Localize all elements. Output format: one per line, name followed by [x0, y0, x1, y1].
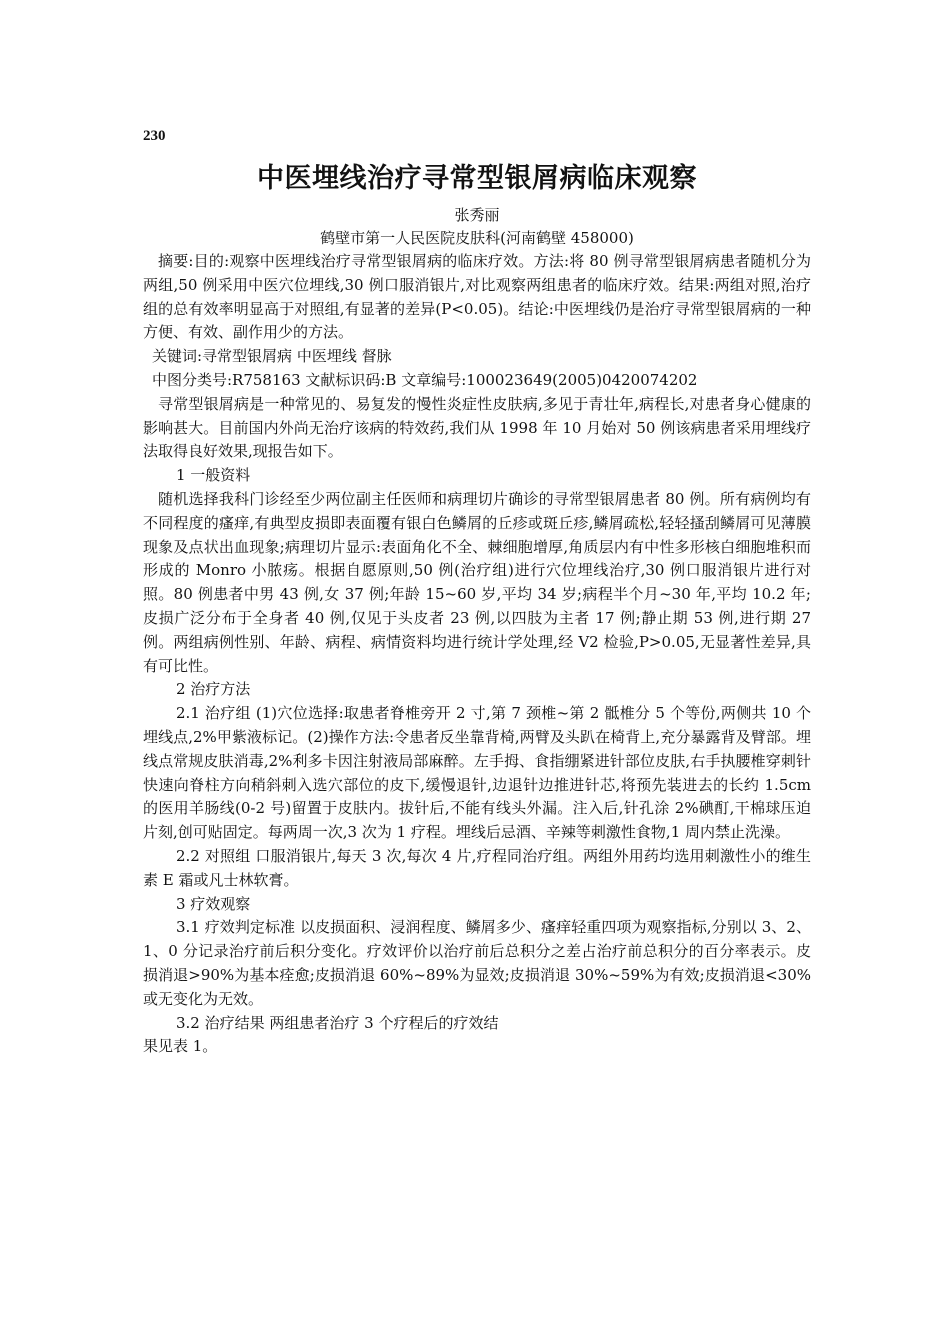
intro-paragraph: 寻常型银屑病是一种常见的、易复发的慢性炎症性皮肤病,多见于青壮年,病程长,对患者身心健康的影响甚大。目前国内外尚无治疗该病的特效药,我们从 1998 年 10 月始对 50 例该病患者采用埋线疗法取得良好效果,现报告如下。: [143, 394, 811, 461]
section-3-1-paragraph: 3.1 疗效判定标准 以皮损面积、浸润程度、鳞屑多少、瘙痒轻重四项为观察指标,分别以 3、2、1、0 分记录治疗前后积分变化。疗效评价以治疗前后总积分之差占治疗前总积分的百分率表示。皮损消退>90%为基本痊愈;皮损消退 60%~89%为显效;皮损消退 30%~59%为有效;皮损消退<30%或无变化为无效。: [143, 918, 811, 1008]
article-body: [143, 250, 811, 1059]
section-3-2-continuation: 果见表 1。: [143, 1037, 218, 1056]
abstract-paragraph: 摘要:目的:观察中医埋线治疗寻常型银屑病的临床疗效。方法:将 80 例寻常型银屑病患者随机分为两组,50 例采用中医穴位埋线,30 例口服消银片,对比观察两组患者的临床疗效。结果:两组对照,治疗组的总有效率明显高于对照组,有显著的差异(P<0.05)。结论:中医埋线仍是治疗寻常型银屑病的一种方便、有效、副作用少的方法。: [143, 252, 811, 342]
section-2-heading: 2 治疗方法: [176, 680, 251, 699]
author-name: 张秀丽: [454, 206, 500, 224]
article-title: 中医埋线治疗寻常型银屑病临床观察: [257, 163, 697, 194]
section-2-2-paragraph: 2.2 对照组 口服消银片,每天 3 次,每次 4 片,疗程同治疗组。两组外用药均选用刺激性小的维生素 E 霜或凡士林软膏。: [143, 846, 811, 889]
section-1-paragraph: 随机选择我科门诊经至少两位副主任医师和病理切片确诊的寻常型银屑患者 80 例。所有病例均有不同程度的瘙痒,有典型皮损即表面覆有银白色鳞屑的丘疹或斑丘疹,鳞屑疏松,轻轻搔刮鳞屑可见薄膜现象及点状出血现象;病理切片显示:表面角化不全、棘细胞增厚,角质层内有中性多形核白细胞堆积而形成的 Monro 小脓疡。根据自愿原则,50 例(治疗组)进行穴位埋线治疗,30 例口服消银片进行对照。80 例患者中男 43 例,女 37 例;年龄 15~60 岁,平均 34 岁;病程半个月~30 年,平均 10.2 年;皮损广泛分布于全身者 40 例,仅见于头皮者 23 例,以四肢为主者 17 例;静止期 53 例,进行期 27 例。两组病例性别、年龄、病程、病情资料均进行统计学处理,经 V2 检验,P>0.05,无显著性差异,具有可比性。: [143, 489, 811, 675]
section-3-heading: 3 疗效观察: [176, 894, 251, 913]
keywords-line: 关键词:寻常型银屑病 中医埋线 督脉: [152, 347, 392, 366]
page-number: 230: [143, 128, 166, 144]
classification-line: 中图分类号:R758163 文献标识码:B 文章编号:100023649(2005)0420074202: [152, 370, 698, 389]
section-2-1-paragraph: 2.1 治疗组 (1)穴位选择:取患者脊椎旁开 2 寸,第 7 颈椎~第 2 骶椎分 5 个等份,两侧共 10 个埋线点,2%甲紫液标记。(2)操作方法:令患者反坐靠背椅,两臂及头趴在椅背上,充分暴露背及臂部。埋线点常规皮肤消毒,2%利多卡因注射液局部麻醉。左手拇、食指绷紧进针部位皮肤,右手执腰椎穿刺针快速向脊柱方向稍斜刺入选穴部位的皮下,缓慢退针,边退针边推进针芯,将预先装进去的长约 1.5cm 的医用羊肠线(0-2 号)留置于皮肤内。拔针后,不能有线头外漏。注入后,针孔涂 2%碘酊,干棉球压迫片刻,创可贴固定。每两周一次,3 次为 1 疗程。埋线后忌酒、辛辣等刺激性食物,1 周内禁止洗澡。: [143, 704, 811, 842]
section-3-2-paragraph: 3.2 治疗结果 两组患者治疗 3 个疗程后的疗效结: [176, 1013, 499, 1032]
section-1-heading: 1 一般资料: [176, 466, 251, 485]
author-affiliation: 鹤壁市第一人民医院皮肤科(河南鹤壁 458000): [320, 229, 634, 247]
